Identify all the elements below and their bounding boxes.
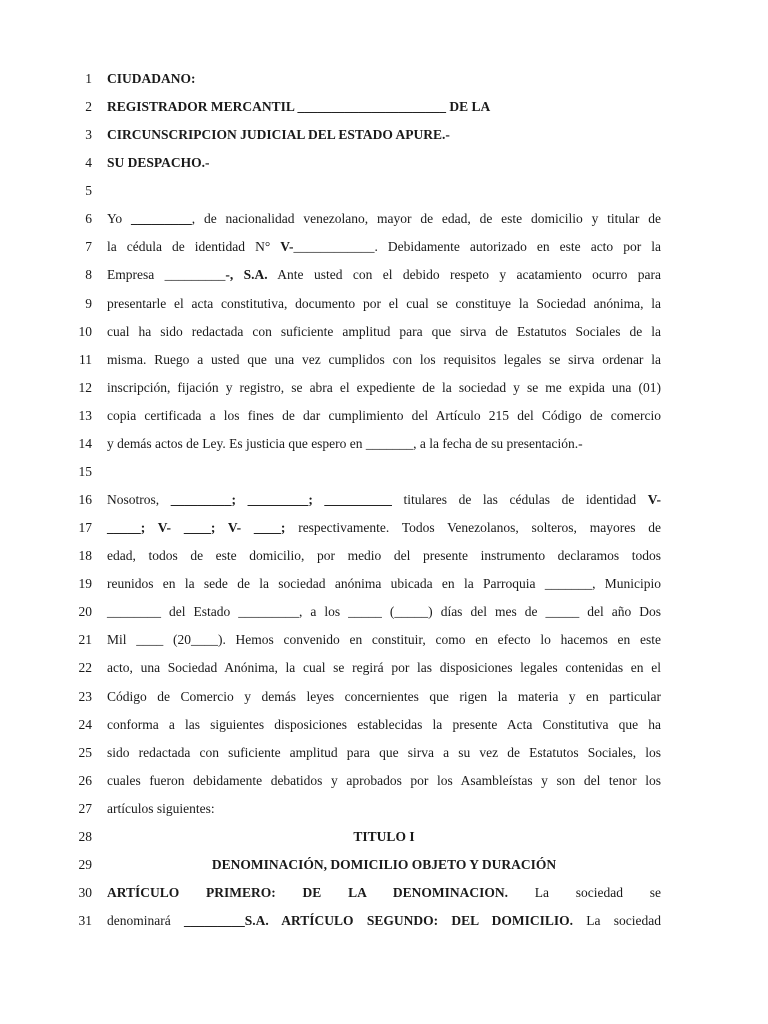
document-line [0,576,768,604]
document-line [0,380,768,408]
line-number: 1 [85,71,92,86]
text-run: ____________. Debidamente autorizado en este acto por la [293,239,661,255]
line-text [107,745,661,761]
document-line [0,71,768,99]
bold-text: _____; V- ____; V- ____; [107,520,286,536]
document-line [0,324,768,352]
text-run: misma. Ruego a usted que una vez cumplidos con los requisitos legales se sirva ordenar la [107,351,661,367]
line-text [107,380,661,396]
document-line [0,464,768,492]
line-number: 28 [78,828,92,844]
line-number: 7 [85,239,92,255]
bold-text: CIRCUNSCRIPCION JUDICIAL DEL ESTADO APURE.- [107,127,450,143]
line-number: 31 [78,913,92,929]
line-number: 15 [78,463,92,479]
text-run: ________ del Estado _________, a los _____ (_____) días del mes de _____ del año Dos [107,604,661,620]
text-run: Empresa _________ [107,267,226,283]
line-number: 30 [78,885,92,901]
line-text [107,576,661,592]
line-text [107,211,661,227]
document-line [0,408,768,436]
text-run: artículos siguientes: [107,800,215,816]
text-run: titulares de las cédulas de identidad [391,492,648,508]
document-line [0,717,768,745]
line-text [107,689,661,705]
bold-text: CIUDADANO: [107,71,196,86]
document-line [0,239,768,267]
line-text [107,492,661,508]
document-line [0,857,768,885]
document-line [0,296,768,324]
text-run: sido redactada con suficiente amplitud para que sirva a su vez de Estatutos Sociales, los [107,744,661,760]
bold-text: DENOMINACIÓN, DOMICILIO OBJETO Y DURACIÓN [211,856,557,872]
text-run: la cédula de identidad N° [107,239,281,255]
line-number: 27 [78,800,92,816]
bold-text: SU DESPACHO.- [107,155,210,171]
line-text [107,829,661,845]
text-run: La sociedad [573,913,662,929]
line-number: 17 [78,520,92,536]
text-run: acto, una Sociedad Anónima, la cual se regirá por las disposiciones legales contenidas en el [107,660,661,676]
line-number: 19 [78,576,92,592]
bold-text: V- [647,492,661,508]
line-text [107,267,661,283]
text-run: reunidos en la sede de la sociedad anónima ubicada en la Parroquia _______, Municipio [107,576,661,592]
document-line [0,660,768,688]
text-run: conforma a las siguientes disposiciones establecidas la presente Acta Constitutiva que ha [107,716,661,732]
line-text [107,520,661,536]
line-text [107,239,661,255]
text-run: Mil ____ (20____). Hemos convenido en constituir, como en efecto lo hacemos en este [107,632,661,648]
document-line [0,773,768,801]
text-run: cual ha sido redactada con suficiente amplitud para que sirva de Estatutos Sociales de la [107,323,661,339]
text-run: cuales fueron debidamente debatidos y aprobados por los Asambleístas y son del tenor los [107,772,661,788]
line-text [107,717,661,733]
line-text [107,71,661,87]
document-line [0,492,768,520]
line-text [107,632,661,648]
document-line [0,913,768,941]
line-number: 18 [78,548,92,564]
text-run: Ante usted con el debido respeto y acatamiento ocurro para [267,267,661,283]
document-line [0,436,768,464]
line-number: 16 [78,492,92,508]
line-number: 12 [78,379,92,395]
line-number: 26 [78,772,92,788]
text-run: inscripción, fijación y registro, se abra el expediente de la sociedad y se me expida una (01) [107,379,661,395]
document-line [0,352,768,380]
line-number: 4 [85,155,92,171]
text-run: Yo [107,211,131,227]
line-number: 9 [85,295,92,311]
document-line [0,689,768,717]
document-line [0,548,768,576]
document-line [0,211,768,239]
line-number: 10 [78,323,92,339]
document-line [0,801,768,829]
line-text [107,660,661,676]
text-run: Nosotros, [107,492,171,508]
line-text [107,604,661,620]
line-number: 14 [78,435,92,451]
text-run: denominará [107,913,184,929]
bold-text: ARTÍCULO PRIMERO: DE LA DENOMINACION. [107,885,508,901]
document-line [0,267,768,295]
document-line [0,604,768,632]
bold-text: TITULO I [353,828,415,844]
line-number: 5 [85,183,92,199]
line-text [107,296,661,312]
document-line [0,127,768,155]
line-number: 11 [79,351,92,367]
line-number: 2 [85,99,92,115]
line-number: 23 [78,688,92,704]
line-number: 20 [78,604,92,620]
text-run: Código de Comercio y demás leyes concernientes que rigen la materia y en particular [107,688,661,704]
line-number: 13 [78,407,92,423]
text-run: respectivamente. Todos Venezolanos, solteros, mayores de [285,520,661,536]
text-run: presentarle el acta constitutiva, documento por el cual se constituye la Sociedad anónima, la [107,295,661,311]
line-text [107,127,661,143]
line-number: 21 [78,632,92,648]
line-number: 3 [85,127,92,143]
text-run: copia certificada a los fines de dar cumplimiento del Artículo 215 del Código de comercio [107,407,661,423]
text-run: , de nacionalidad venezolano, mayor de edad, de este domicilio y titular de [191,211,661,227]
bold-text: V- [280,239,294,255]
line-number: 25 [78,744,92,760]
line-number: 22 [78,660,92,676]
line-text [107,913,661,929]
line-text [107,436,661,452]
line-text [107,352,661,368]
bold-text: _________; _________; __________ [170,492,392,508]
bold-text: -, S.A. [225,267,268,283]
line-number: 29 [78,856,92,872]
document-line [0,99,768,127]
line-text [107,548,661,564]
line-number: 24 [78,716,92,732]
text-run: edad, todos de este domicilio, por medio del presente instrumento declaramos todos [107,548,661,564]
document-line [0,632,768,660]
line-text [107,885,661,901]
document-line [0,745,768,773]
line-text [107,99,661,115]
bold-text: _________ [130,211,192,227]
bold-text: _________S.A. ARTÍCULO SEGUNDO: DEL DOMICILIO. [184,913,574,929]
line-number: 6 [85,211,92,227]
document-line [0,183,768,211]
line-text [107,324,661,340]
line-text [107,155,661,171]
bold-text: REGISTRADOR MERCANTIL ______________________ DE LA [107,99,491,115]
line-text [107,801,661,817]
line-text [107,857,661,873]
text-run: y demás actos de Ley. Es justicia que espero en _______, a la fecha de su presentación.- [107,435,583,451]
line-text [107,773,661,789]
text-run: La sociedad se [507,885,661,901]
document-line [0,155,768,183]
document-line [0,520,768,548]
document-line [0,885,768,913]
line-text [107,408,661,424]
line-number: 8 [85,267,92,283]
document-line [0,829,768,857]
